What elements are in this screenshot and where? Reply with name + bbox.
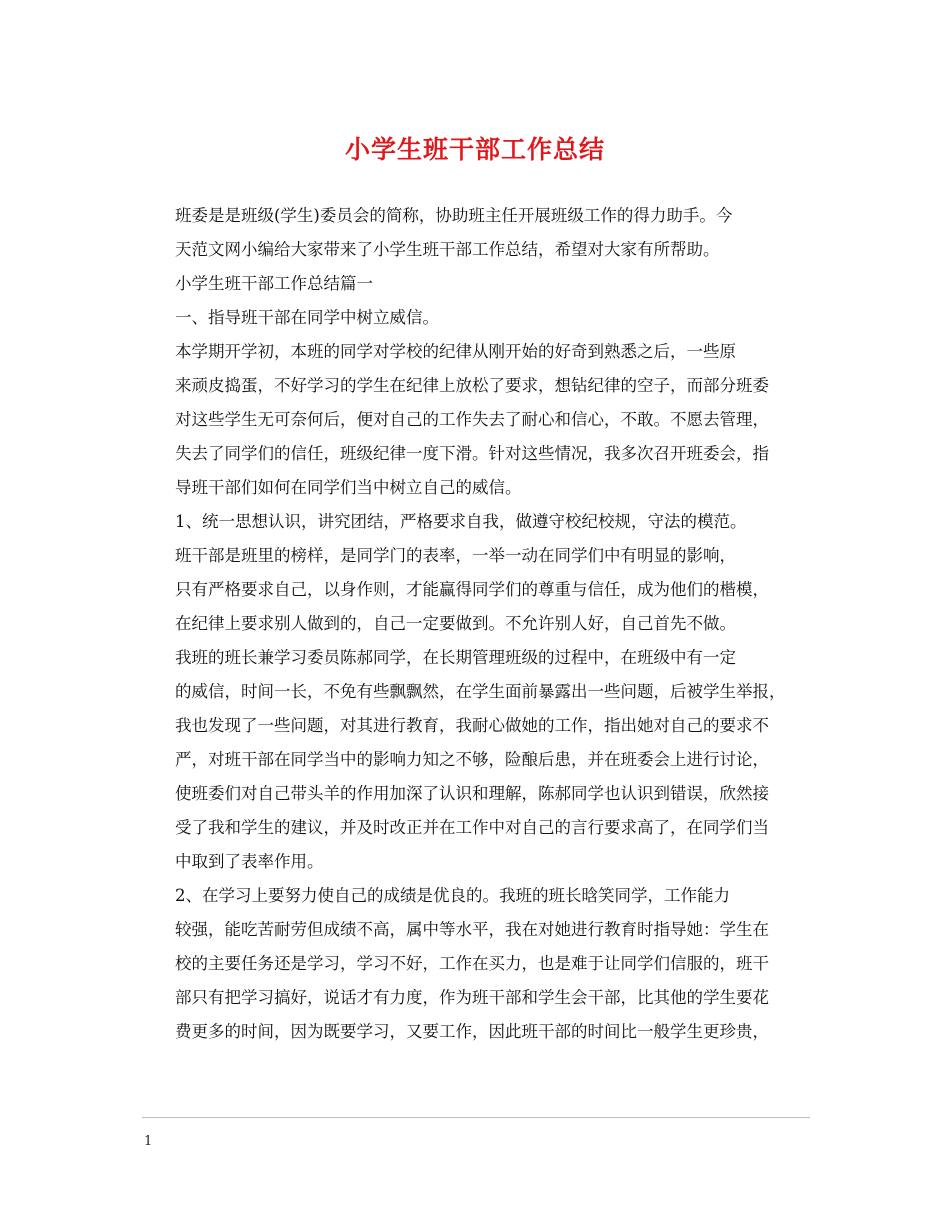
paragraph-line: 一、指导班干部在同学中树立威信。: [175, 308, 439, 327]
paragraph-line: 班委是是班级(学生)委员会的简称，协助班主任开展班级工作的得力助手。今: [175, 206, 733, 225]
paragraph: [142, 539, 810, 641]
paragraph-line: 班干部是班里的榜样，是同学门的表率，一举一动在同学们中有明显的影响，: [175, 546, 736, 565]
paragraph-line: 只有严格要求自己，以身作则，才能赢得同学们的尊重与信任，成为他们的楷模，: [175, 580, 769, 599]
paragraph-line: 使班委们对自己带头羊的作用加深了认识和理解，陈郝同学也认识到错误，欣然接: [175, 784, 769, 803]
paragraph-line: 导班干部们如何在同学们当中树立自己的威信。: [175, 478, 522, 497]
paragraph-line: 小学生班干部工作总结篇一: [175, 274, 373, 293]
footer-divider: [142, 1117, 810, 1118]
paragraph-line: 部只有把学习搞好，说话才有力度，作为班干部和学生会干部，比其他的学生要花: [175, 988, 769, 1007]
paragraph: [142, 199, 810, 267]
paragraph: [142, 641, 810, 879]
paragraph-line: 校的主要任务还是学习，学习不好，工作在买力，也是难于让同学们信服的，班干: [175, 954, 769, 973]
paragraph-line: 费更多的时间，因为既要学习，又要工作，因此班干部的时间比一般学生更珍贵，: [175, 1022, 769, 1041]
paragraph: [142, 879, 810, 1049]
paragraph-line: 2、在学习上要努力使自己的成绩是优良的。我班的班长晗笑同学，工作能力: [175, 886, 730, 905]
paragraph-line: 在纪律上要求别人做到的，自己一定要做到。不允许别人好，自己首先不做。: [175, 614, 736, 633]
paragraph-line: 受了我和学生的建议，并及时改正并在工作中对自己的言行要求高了，在同学们当: [175, 818, 769, 837]
paragraph-line: 对这些学生无可奈何后，便对自己的工作失去了耐心和信心，不敢。不愿去管理，: [175, 410, 769, 429]
paragraph-line: 本学期开学初，本班的同学对学校的纪律从刚开始的好奇到熟悉之后，一些原: [175, 342, 736, 361]
document-title: 小学生班干部工作总结: [344, 135, 605, 164]
paragraph-line: 较强，能吃苦耐劳但成绩不高，属中等水平，我在对她进行教育时指导她：学生在: [175, 920, 769, 939]
paragraph-line: 来顽皮捣蛋，不好学习的学生在纪律上放松了要求，想钻纪律的空子，而部分班委: [175, 376, 769, 395]
document-body: [142, 199, 810, 1049]
paragraph-line: 天范文网小编给大家带来了小学生班干部工作总结，希望对大家有所帮助。: [175, 240, 720, 259]
paragraph-line: 我班的班长兼学习委员陈郝同学，在长期管理班级的过程中，在班级中有一定: [175, 648, 736, 667]
paragraph-line: 严，对班干部在同学当中的影响力知之不够，险酿后患，并在班委会上进行讨论，: [175, 750, 769, 769]
paragraph: [142, 301, 810, 335]
paragraph-line: 的威信，时间一长，不免有些飘飘然，在学生面前暴露出一些问题，后被学生举报，: [175, 682, 786, 701]
page-number: 1: [144, 1134, 153, 1149]
paragraph-line: 中取到了表率作用。: [175, 852, 324, 871]
paragraph-line: 我也发现了一些问题，对其进行教育，我耐心做她的工作，指出她对自己的要求不: [175, 716, 769, 735]
paragraph: [142, 267, 810, 301]
paragraph-line: 失去了同学们的信任，班级纪律一度下滑。针对这些情况，我多次召开班委会，指: [175, 444, 769, 463]
paragraph-line: 1、统一思想认识，讲究团结，严格要求自我，做遵守校纪校规，守法的模范。: [175, 512, 747, 531]
paragraph: [142, 335, 810, 505]
paragraph: [142, 505, 810, 539]
